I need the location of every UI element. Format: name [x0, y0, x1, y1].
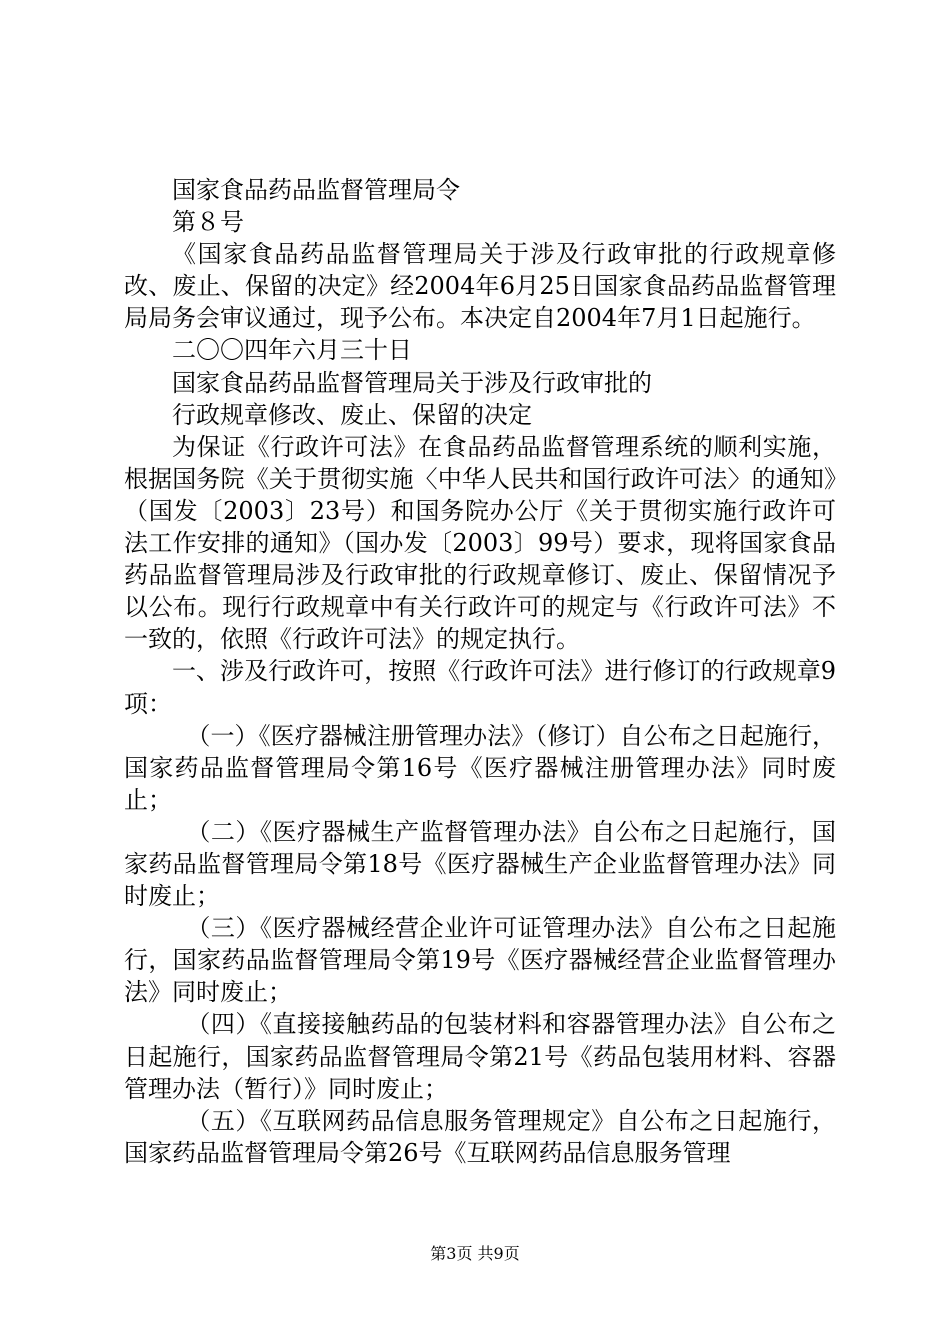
- decision-title-line-2: 行政规章修改、废止、保留的决定: [172, 400, 532, 429]
- item-one: （一）《医疗器械注册管理办法》（修订）自公布之日起施行，国家药品监督管理局令第16号《医疗器械注册管理办法》同时废止；: [124, 721, 836, 814]
- page-footer: [0, 1244, 950, 1264]
- item-two: （二）《医疗器械生产监督管理办法》自公布之日起施行，国家药品监督管理局令第18号《医疗器械生产企业监督管理办法》同时废止；: [124, 817, 836, 911]
- order-announcement: 《国家食品药品监督管理局关于涉及行政审批的行政规章修改、废止、保留的决定》经2004年6月25日国家食品药品监督管理局局务会审议通过，现予公布。本决定自2004年7月1日起施行。: [124, 240, 836, 333]
- order-date: 二〇〇四年六月三十日: [172, 336, 412, 365]
- page-number: 第3页 共9页: [430, 1244, 520, 1263]
- decision-preamble: 为保证《行政许可法》在食品药品监督管理系统的顺利实施，根据国务院《关于贯彻实施〈中华人民共和国行政许可法〉的通知》（国发〔2003〕23号）和国务院办公厅《关于贯彻实施行政许可法工作安排的通知》（国办发〔2003〕99号）要求，现将国家食品药品监督管理局涉及行政审批的行政规章修订、废止、保留情况予以公布。现行行政规章中有关行政许可的规定与《行政许可法》不一致的，依照《行政许可法》的规定执行。: [124, 432, 836, 654]
- decision-title-line-1: 国家食品药品监督管理局关于涉及行政审批的: [172, 368, 652, 397]
- document-body: [124, 174, 836, 1169]
- order-number: 第８号: [172, 208, 244, 237]
- item-three: （三）《医疗器械经营企业许可证管理办法》自公布之日起施行，国家药品监督管理局令第19号《医疗器械经营企业监督管理办法》同时废止；: [124, 914, 836, 1007]
- item-four: （四）《直接接触药品的包装材料和容器管理办法》自公布之日起施行，国家药品监督管理局令第21号《药品包装用材料、容器管理办法（暂行）》同时废止；: [124, 1010, 836, 1103]
- section-one-heading: 一、涉及行政许可，按照《行政许可法》进行修订的行政规章9项：: [124, 657, 836, 718]
- order-issuer: 国家食品药品监督管理局令: [172, 176, 460, 204]
- item-five: （五）《互联网药品信息服务管理规定》自公布之日起施行，国家药品监督管理局令第26号《互联网药品信息服务管理: [124, 1106, 836, 1167]
